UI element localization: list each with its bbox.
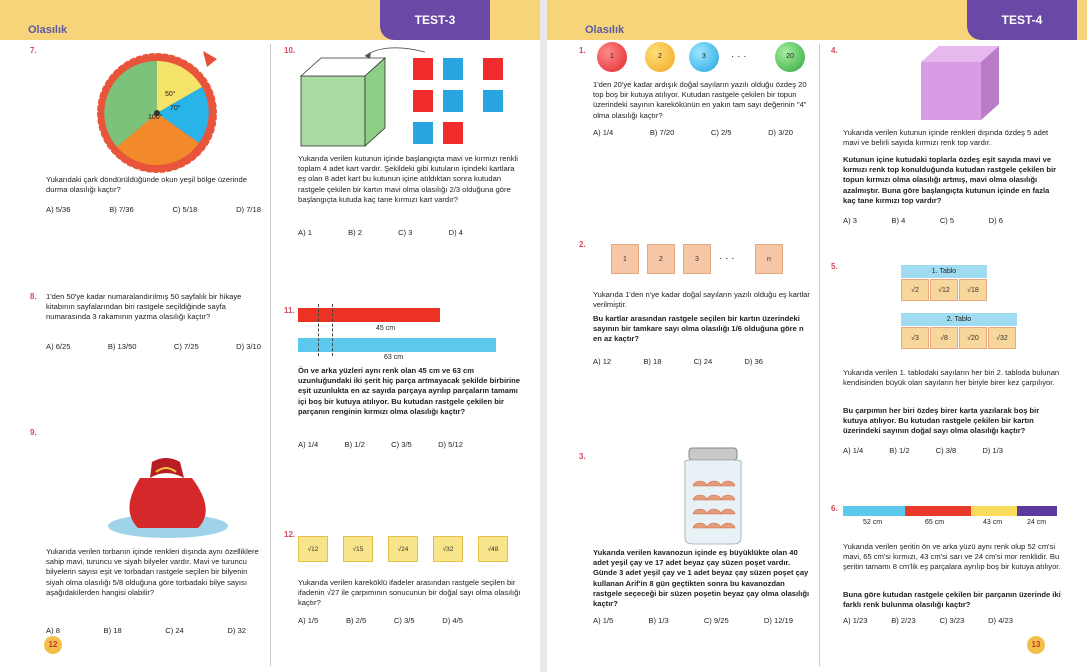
strip-label: 52 cm — [863, 519, 883, 526]
red-strip — [298, 308, 440, 322]
question-text: Yukarıda verilen kavanozun içinde eş büyüklükte olan 40 adet yeşil çay ve 17 adet beyaz çay süzen poşet vardır. Günde 3 adet yeşil çay ve 1 adet beyaz çay süzen poşet çay kullanan Arif'in 8 gün geçtikten sonra bu kavanozdan rastgele seçeceği bir süzen poşetin beyaz çay olma olasılığı kaçtır? — [593, 548, 810, 609]
angle-label: 50° — [165, 91, 176, 98]
strip-blue — [843, 506, 905, 516]
option-c[interactable]: C) 3/8 — [935, 446, 957, 455]
answer-options — [843, 446, 1003, 455]
option-a[interactable]: A) 1/23 — [843, 616, 868, 625]
question-text: 1'den 20'ye kadar ardışık doğal sayıların yazılı olduğu özdeş 20 top boş bir kutuya atılıyor. Kutudan rastgele çekilen bir topun üzerindeki sayının karekökünün en yakın tam sayı değerinin "4" olma olasılığı kaçtır? — [593, 80, 807, 120]
answer-options — [593, 357, 763, 366]
option-a[interactable]: A) 1/4 — [843, 446, 864, 455]
question-text: Bu çarpımın her biri özdeş birer karta yazılarak boş bir kutuya atılıyor. Bu kutudan rastgele çekilen bir kartın üzerindeki sayının doğal sayı olma olasılığı kaçtır? — [843, 406, 1040, 436]
answer-options — [298, 616, 463, 625]
option-c[interactable]: C) 5 — [939, 216, 955, 225]
answer-options — [843, 616, 1013, 625]
answer-options — [593, 616, 793, 625]
option-c[interactable]: C) 3 — [398, 228, 413, 237]
number-card: n — [755, 244, 783, 274]
option-a[interactable]: A) 1/5 — [593, 616, 614, 625]
option-a[interactable]: A) 12 — [593, 357, 612, 366]
box-and-cards — [295, 44, 510, 152]
number-card: 3 — [683, 244, 711, 274]
question-number: 1. — [579, 46, 586, 55]
column-divider — [270, 44, 271, 666]
option-a[interactable]: A) 8 — [46, 626, 60, 635]
answer-options — [298, 440, 463, 449]
option-c[interactable]: C) 3/23 — [939, 616, 965, 625]
header-title: Olasılık — [28, 24, 68, 36]
option-d[interactable]: D) 36 — [744, 357, 763, 366]
table-cell: √2 — [901, 279, 929, 301]
option-a[interactable]: A) 1/4 — [298, 440, 319, 449]
option-d[interactable]: D) 5/12 — [438, 440, 463, 449]
option-d[interactable]: D) 4 — [448, 228, 463, 237]
table-cell: √20 — [959, 327, 987, 349]
question-text: Yukarıda verilen şeritin ön ve arka yüzü aynı renk olup 52 cm'si mavi, 65 cm'si kırmızı, 43 cm'si sarı ve 24 cm'si mor renklidir. Bu şeritin tamamı 8 cm'lik eş parçalara ayrılıp boş bir kutuya atılıyor. — [843, 542, 1061, 572]
question-text: Yukarıda verilen kareköklü ifadeler arasından rastgele seçilen bir ifadenin √27 ile çarpımının sonucunun bir doğal sayı olma olasılığı kaçtır? — [298, 578, 521, 608]
answer-options — [298, 228, 463, 237]
table-cell: √12 — [930, 279, 958, 301]
ellipsis: · · · — [719, 253, 735, 264]
numbered-ball: 2 — [645, 42, 675, 72]
jar-illustration — [679, 446, 747, 546]
option-d[interactable]: D) 4/23 — [988, 616, 1013, 625]
number-card: 1 — [611, 244, 639, 274]
spinner-wheel — [95, 45, 225, 175]
option-b[interactable]: B) 1/2 — [344, 440, 365, 449]
option-d[interactable]: D) 6 — [988, 216, 1003, 225]
option-b[interactable]: B) 4 — [891, 216, 906, 225]
answer-options — [46, 205, 261, 214]
strip-label: 65 cm — [925, 519, 945, 526]
question-number: 7. — [30, 46, 37, 55]
option-b[interactable]: B) 18 — [643, 357, 662, 366]
option-c[interactable]: C) 5/18 — [172, 205, 198, 214]
header-title: Olasılık — [585, 24, 625, 36]
strip-red — [905, 506, 971, 516]
numbered-ball: 3 — [689, 42, 719, 72]
option-a[interactable]: A) 5/36 — [46, 205, 71, 214]
option-d[interactable]: D) 7/18 — [236, 205, 261, 214]
question-number: 3. — [579, 452, 586, 461]
root-card: √15 — [343, 536, 373, 562]
option-d[interactable]: D) 3/20 — [768, 128, 793, 137]
answer-options — [46, 342, 261, 351]
numbered-ball: 1 — [597, 42, 627, 72]
number-card: 2 — [647, 244, 675, 274]
question-number: 12. — [284, 530, 296, 539]
option-d[interactable]: D) 1/3 — [982, 446, 1003, 455]
option-c[interactable]: C) 7/25 — [173, 342, 199, 351]
option-b[interactable]: B) 7/20 — [649, 128, 675, 137]
question-number: 9. — [30, 428, 37, 437]
question-text: Buna göre kutudan rastgele çekilen bir parçanın üzerinde iki farklı renk bulunma olasılığı kaçtır? — [843, 590, 1061, 610]
option-a[interactable]: A) 3 — [843, 216, 857, 225]
ellipsis: · · · — [731, 51, 747, 62]
option-b[interactable]: B) 13/50 — [107, 342, 137, 351]
strip-label: 45 cm — [376, 325, 396, 332]
cut-line — [318, 304, 319, 356]
strip-yellow — [971, 506, 1017, 516]
strip-label: 24 cm — [1027, 519, 1047, 526]
box-illustration — [917, 44, 1003, 124]
page-number: 13 — [1027, 636, 1045, 654]
test-label: TEST-4 — [967, 0, 1077, 40]
table-cell: √8 — [930, 327, 958, 349]
question-number: 5. — [831, 262, 838, 271]
option-b[interactable]: B) 2 — [348, 228, 362, 237]
cut-line — [332, 304, 333, 356]
answer-options — [593, 128, 793, 137]
bag-illustration — [100, 440, 230, 540]
option-c[interactable]: C) 3/5 — [391, 440, 412, 449]
option-b[interactable]: B) 2/5 — [345, 616, 367, 625]
option-d[interactable]: D) 4/5 — [442, 616, 463, 625]
question-number: 6. — [831, 504, 838, 513]
question-number: 11. — [284, 306, 295, 315]
question-text: Ön ve arka yüzleri aynı renk olan 45 cm ve 63 cm uzunluğundaki iki şerit hiç parça artmayacak şekilde birbirine eşit uzunlukta en az sayıda parçaya ayrılıp parçaların tamamı içi boş bir kutuya atılıyor. Bu kutudan rastgele çekilen bir parçanın renginin kırmızı olma olasılığı kaçtır? — [298, 366, 520, 416]
question-number: 10. — [284, 46, 296, 55]
question-text: Kutunun içine kutudaki toplarla özdeş eşit sayıda mavi ve kırmızı renk top konulduğunda kutudan rastgele çekilen bir topun kırmızı olma olasılığı artmış, mavi olma olasılığı azalmıştır. Buna göre başlangıçta kutunun içinde en fazla kaç tane kırmızı top vardır? — [843, 155, 1057, 205]
table-2-title: 2. Tablo — [901, 313, 1017, 326]
test-label: TEST-3 — [380, 0, 490, 40]
option-c[interactable]: C) 9/25 — [703, 616, 729, 625]
table-cell: √3 — [901, 327, 929, 349]
root-card: √24 — [388, 536, 418, 562]
option-b[interactable]: B) 2/23 — [891, 616, 916, 625]
question-text: Yukarıda verilen torbanın içinde renkleri dışında aynı özelliklere sahip mavi, turuncu ve siyah bilyeler vardır. Mavi ve turuncu bilyelerin sayısı eşit ve torbadan rastgele seçilen bir bilyenin siyah olma olasılığı 5/8 olduğuna göre torbadaki bilye sayısı aşağıdakilerden hangisi olabilir? — [46, 547, 259, 597]
strip-purple — [1017, 506, 1057, 516]
option-d[interactable]: D) 12/19 — [763, 616, 793, 625]
option-c[interactable]: C) 3/5 — [393, 616, 415, 625]
table-cell: √18 — [959, 279, 987, 301]
root-card: √32 — [433, 536, 463, 562]
column-divider — [819, 44, 820, 666]
numbered-ball: 20 — [775, 42, 805, 72]
option-c[interactable]: C) 24 — [165, 626, 184, 635]
option-b[interactable]: B) 1/3 — [648, 616, 669, 625]
option-a[interactable]: A) 1 — [298, 228, 312, 237]
option-a[interactable]: A) 6/25 — [46, 342, 71, 351]
answer-options — [46, 626, 246, 635]
question-text: Yukarıda 1'den n'ye kadar doğal sayıların yazılı olduğu eş kartlar verilmiştir. — [593, 290, 810, 310]
question-number: 2. — [579, 240, 586, 249]
option-a[interactable]: A) 1/4 — [593, 128, 614, 137]
question-text: Yukarıda verilen kutunun içinde başlangıçta mavi ve kırmızı renkli toplam 4 adet kart vardır. Şekildeki gibi kutuların içindeki kartlara eş olan 8 adet kart bu kutunun içine atıldıktan sonra kutudan rastgele çekilen bir kartın mavi olma olasılığı 2/3 olduğuna göre başlangıçta kutuda kaç tane kırmızı kart vardır? — [298, 154, 518, 204]
question-text: Yukarıda verilen 1. tablodaki sayıların her biri 2. tabloda bulunan kendisinden büyük olan sayıların her biriyle birer kez çarpılıyor. — [843, 368, 1060, 388]
page-number: 12 — [44, 636, 62, 654]
question-text: Yukarıda verilen kutunun içinde renkleri dışında özdeş 5 adet mavi ve belirli sayıda kırmızı renk top vardır. — [843, 128, 1049, 148]
option-a[interactable]: A) 1/5 — [298, 616, 319, 625]
question-text: 1'den 50'ye kadar numaralandırılmış 50 sayfalık bir hikaye kitabının sayfalarından biri rastgele seçildiğinde sayfa numarasında 3 rakamının yazma olasılığı kaçtır? — [46, 292, 242, 322]
option-b[interactable]: B) 1/2 — [889, 446, 910, 455]
strip-label: 43 cm — [983, 519, 1003, 526]
option-b[interactable]: B) 18 — [103, 626, 122, 635]
question-number: 8. — [30, 292, 37, 301]
option-d[interactable]: D) 32 — [227, 626, 246, 635]
answer-options — [843, 216, 1003, 225]
blue-strip — [298, 338, 496, 352]
left-page — [0, 0, 540, 672]
question-text: Bu kartlar arasından rastgele seçilen bir kartın üzerindeki sayının bir tamkare sayı olma olasılığı 1/6 olduğuna göre n en az kaçtır? — [593, 314, 804, 344]
option-b[interactable]: B) 7/36 — [109, 205, 134, 214]
root-card: √48 — [478, 536, 508, 562]
root-card: √12 — [298, 536, 328, 562]
angle-label: 100° — [148, 114, 163, 121]
right-page — [547, 0, 1087, 672]
option-d[interactable]: D) 3/10 — [236, 342, 261, 351]
option-c[interactable]: C) 2/5 — [710, 128, 732, 137]
question-text: Yukarıdaki çark döndürüldüğünde okun yeşil bölge üzerinde durma olasılığı kaçtır? — [46, 175, 247, 195]
option-c[interactable]: C) 24 — [693, 357, 713, 366]
strip-label: 63 cm — [384, 354, 404, 361]
table-cell: √32 — [988, 327, 1016, 349]
table-1-title: 1. Tablo — [901, 265, 987, 278]
angle-label: 70° — [170, 105, 181, 112]
question-number: 4. — [831, 46, 838, 55]
